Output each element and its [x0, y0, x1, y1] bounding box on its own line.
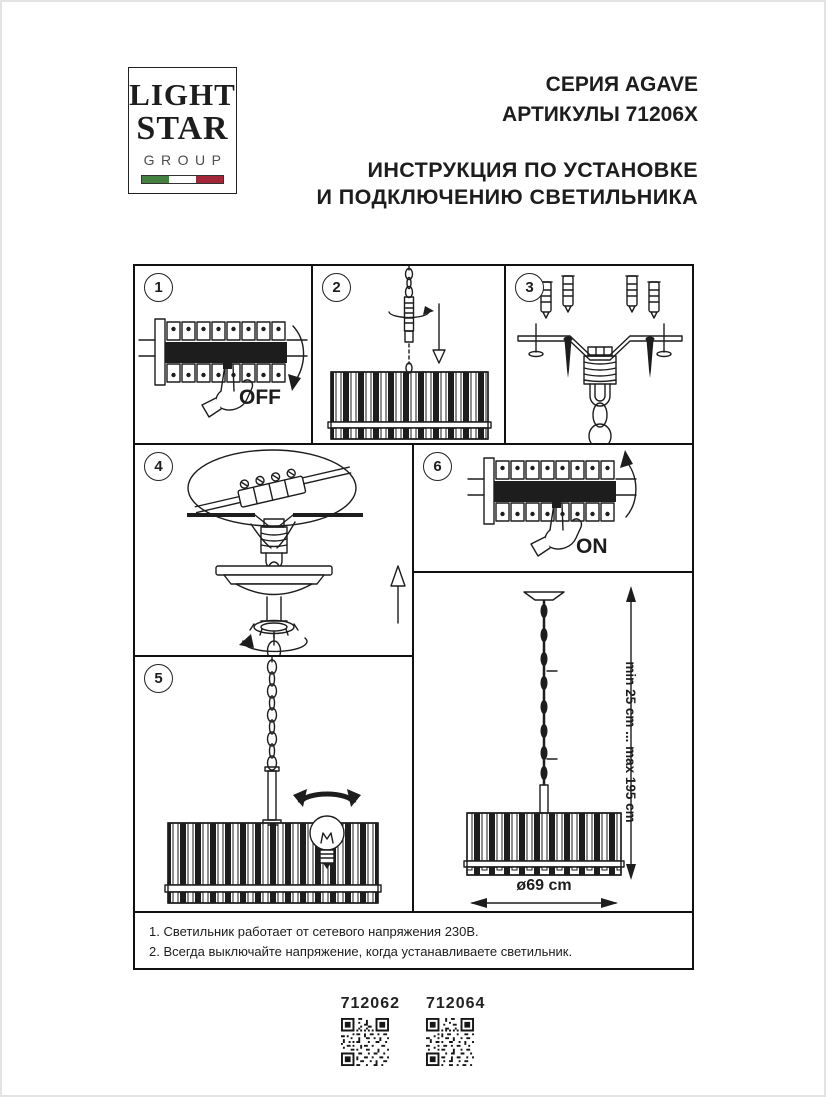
step-panel-2	[313, 266, 506, 445]
qr-code-icon	[426, 1018, 474, 1066]
code-block-1	[341, 995, 400, 1066]
instruction-grid	[133, 264, 694, 970]
step-panel-5	[135, 657, 414, 913]
logo-text-group: GROUP	[143, 152, 228, 168]
step-panel-6	[414, 445, 692, 573]
doc-title-line2: И ПОДКЛЮЧЕНИЮ СВЕТИЛЬНИКА	[316, 185, 698, 210]
header-block	[317, 70, 698, 212]
code-block-2	[426, 995, 485, 1066]
off-label: OFF	[239, 386, 281, 409]
logo-text-light: LIGHT	[129, 77, 236, 112]
step-number-badge: 5	[144, 664, 173, 693]
product-code: 712064	[426, 995, 486, 1012]
step-number-badge: 6	[423, 452, 452, 481]
dimensions-panel	[414, 573, 692, 913]
safety-notes	[135, 915, 692, 968]
step-panel-3	[506, 266, 692, 445]
step-number-badge: 2	[322, 273, 351, 302]
note-line-2: 2. Всегда выключайте напряжение, когда устанавливаете светильник.	[149, 944, 573, 960]
diameter-label: ø69 cm	[516, 877, 572, 894]
circuit-breaker-off-icon	[135, 292, 313, 440]
italian-flag-icon	[141, 175, 224, 184]
product-code: 712062	[340, 995, 400, 1012]
lightstar-logo	[128, 67, 237, 194]
step-panel-1	[135, 266, 313, 445]
chandelier-dimensions-icon	[414, 573, 692, 911]
step-number-badge: 3	[515, 273, 544, 302]
bulb-installation-icon	[135, 657, 414, 911]
on-label: ON	[576, 535, 608, 558]
step-panel-4	[135, 445, 414, 657]
circuit-breaker-on-icon	[414, 445, 692, 571]
logo-text-star: STAR	[136, 110, 229, 147]
product-codes	[0, 995, 826, 1066]
article-number: АРТИКУЛЫ 71206X	[502, 103, 698, 127]
series-title: СЕРИЯ AGAVE	[545, 73, 698, 96]
note-line-1: 1. Светильник работает от сетевого напряжения 230В.	[149, 924, 479, 939]
doc-title-line1: ИНСТРУКЦИЯ ПО УСТАНОВКЕ	[367, 157, 698, 182]
qr-code-icon	[341, 1018, 389, 1066]
height-range-label: min 25 cm ... max 195 cm	[623, 661, 638, 823]
step-number-badge: 1	[144, 273, 173, 302]
step-number-badge: 4	[144, 452, 173, 481]
terminal-wiring-canopy-icon	[135, 445, 414, 655]
